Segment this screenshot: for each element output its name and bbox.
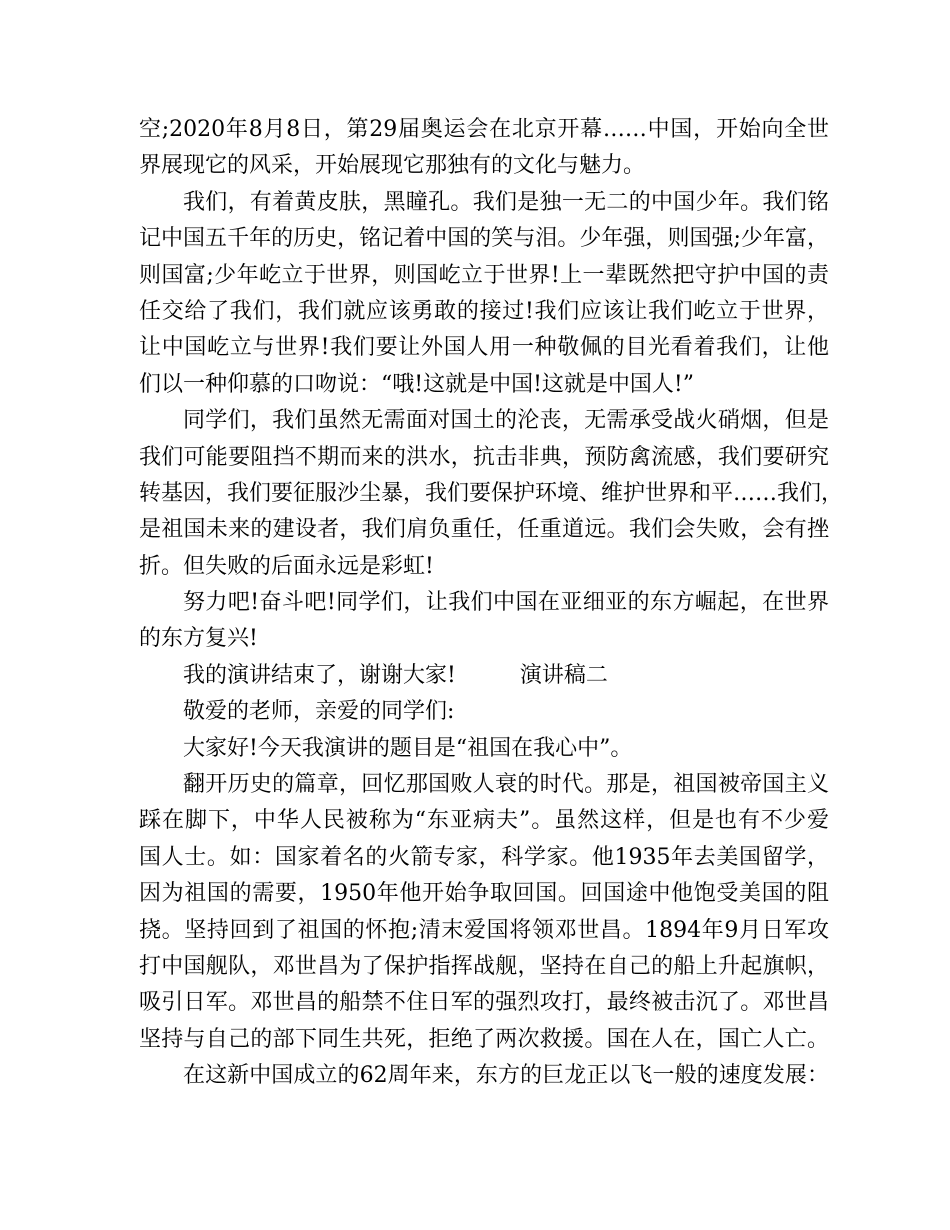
text-line: 吸引日军。邓世昌的船禁不住日军的强烈攻打，最终被击沉了。邓世昌 (139, 990, 829, 1016)
section-heading: 演讲稿二 (519, 662, 608, 688)
document-body (139, 112, 844, 1095)
text-line: 记中国五千年的历史，铭记着中国的笑与泪。少年强，则国强;少年富， (139, 226, 829, 252)
text-line: 转基因，我们要征服沙尘暴，我们要保护环境、维护世界和平……我们， (139, 480, 844, 506)
text-line: 大家好!今天我演讲的题目是“祖国在我心中”。 (183, 735, 633, 761)
text-line: 打中国舰队，邓世昌为了保护指挥战舰，坚持在自己的船上升起旗帜， (139, 953, 829, 979)
text-line: 的东方复兴! (139, 626, 258, 652)
text-line: 界展现它的风采，开始展现它那独有的文化与魅力。 (139, 153, 646, 179)
text-line: 是祖国未来的建设者，我们肩负重任，任重道远。我们会失败，会有挫 (139, 517, 829, 543)
closing-remark: 我的演讲结束了，谢谢大家! (183, 662, 456, 688)
text-line: 敬爱的老师，亲爱的同学们: (183, 699, 455, 725)
text-line: 我们可能要阻挡不期而来的洪水，抗击非典，预防禽流感，我们要研究 (139, 444, 829, 470)
text-line: 努力吧!奋斗吧!同学们，让我们中国在亚细亚的东方崛起，在世界 (183, 590, 829, 616)
text-line: 们以一种仰慕的口吻说：“哦!这就是中国!这就是中国人!” (139, 371, 695, 397)
text-line: 空;2020年8月8日，第29届奥运会在北京开幕……中国，开始向全世 (139, 117, 829, 142)
text-line (139, 658, 829, 694)
text-line: 我们，有着黄皮肤，黑瞳孔。我们是独一无二的中国少年。我们铭 (183, 189, 829, 215)
text-line: 挠。坚持回到了祖国的怀抱;清末爱国将领邓世昌。1894年9月日军攻 (139, 917, 829, 943)
text-line: 在这新中国成立的62周年来，东方的巨龙正以飞一般的速度发展： (183, 1063, 829, 1089)
text-line: 因为祖国的需要，1950年他开始争取回国。回国途中他饱受美国的阻 (139, 881, 829, 907)
text-line: 同学们，我们虽然无需面对国土的沦丧，无需承受战火硝烟，但是 (183, 408, 829, 434)
text-line: 折。但失败的后面永远是彩虹! (139, 553, 434, 579)
text-line: 让中国屹立与世界!我们要让外国人用一种敬佩的目光看着我们，让他 (139, 335, 829, 361)
text-line: 坚持与自己的部下同生共死，拒绝了两次救援。国在人在，国亡人亡。 (139, 1026, 829, 1052)
text-line: 翻开历史的篇章，回忆那国败人衰的时代。那是，祖国被帝国主义 (183, 772, 829, 798)
text-line: 任交给了我们，我们就应该勇敢的接过!我们应该让我们屹立于世界， (139, 298, 829, 324)
text-line: 则国富;少年屹立于世界，则国屹立于世界!上一辈既然把守护中国的责 (139, 262, 829, 288)
text-line: 踩在脚下，中华人民被称为“东亚病夫”。虽然这样，但是也有不少爱 (139, 808, 829, 834)
text-line: 国人士。如：国家着名的火箭专家，科学家。他1935年去美国留学， (139, 844, 829, 870)
